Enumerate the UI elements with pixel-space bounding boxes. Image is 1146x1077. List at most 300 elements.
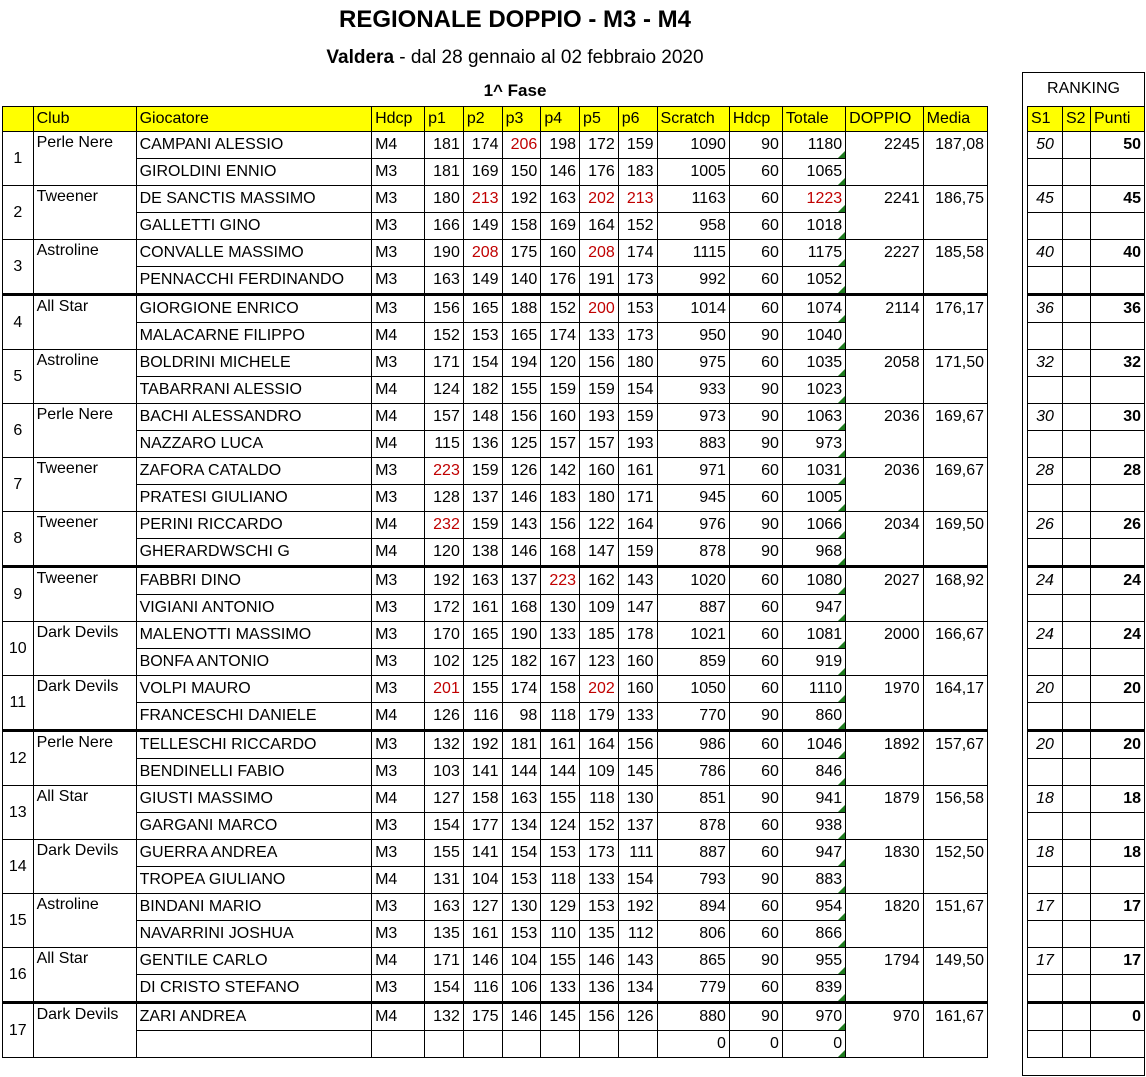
game-score-p5: 153 bbox=[580, 894, 619, 921]
game-score-p4: 163 bbox=[541, 186, 580, 213]
player-name: BINDANI MARIO bbox=[136, 894, 372, 921]
game-score-p6: 173 bbox=[618, 323, 657, 350]
handicap-total: 90 bbox=[729, 948, 782, 975]
grand-total: 941 bbox=[782, 786, 845, 813]
game-score-p2: 169 bbox=[463, 159, 502, 186]
game-score-p2: 137 bbox=[463, 485, 502, 512]
player-category: M3 bbox=[372, 458, 425, 485]
ranking-row bbox=[1028, 867, 1145, 894]
results-table bbox=[2, 106, 988, 1058]
header-hdcp: Hdcp bbox=[372, 107, 425, 132]
ranking-s2 bbox=[1063, 840, 1091, 867]
game-score-p1: 115 bbox=[425, 431, 464, 458]
handicap-total: 90 bbox=[729, 1003, 782, 1031]
game-score-p2: 149 bbox=[463, 213, 502, 240]
team-average: 166,67 bbox=[923, 622, 987, 676]
player-name: BACHI ALESSANDRO bbox=[136, 404, 372, 431]
player-name: TELLESCHI RICCARDO bbox=[136, 731, 372, 759]
ranking-s1: 32 bbox=[1028, 350, 1063, 377]
scratch-total: 950 bbox=[657, 323, 729, 350]
table-row bbox=[3, 132, 988, 159]
game-score-p6: 111 bbox=[618, 840, 657, 867]
ranking-s2 bbox=[1063, 132, 1091, 159]
doppio-total: 1794 bbox=[846, 948, 923, 1003]
ranking-empty bbox=[1028, 813, 1063, 840]
team-average: 157,67 bbox=[923, 731, 987, 786]
game-score-p5: 157 bbox=[580, 431, 619, 458]
handicap-total: 60 bbox=[729, 840, 782, 867]
ranking-s1: 28 bbox=[1028, 458, 1063, 485]
ranking-s2 bbox=[1063, 350, 1091, 377]
header-scratch: Scratch bbox=[657, 107, 729, 132]
game-score-p4: 158 bbox=[541, 676, 580, 703]
game-score-p4: 142 bbox=[541, 458, 580, 485]
table-row bbox=[3, 295, 988, 323]
team-average: 186,75 bbox=[923, 186, 987, 240]
game-score-p5: 162 bbox=[580, 567, 619, 595]
team-position: 10 bbox=[3, 622, 34, 676]
table-row bbox=[3, 759, 988, 786]
game-score-p3: 174 bbox=[502, 676, 541, 703]
player-name: GIORGIONE ENRICO bbox=[136, 295, 372, 323]
ranking-s1: 18 bbox=[1028, 840, 1063, 867]
ranking-row bbox=[1028, 759, 1145, 786]
game-score-p1: 201 bbox=[425, 676, 464, 703]
doppio-total: 2027 bbox=[846, 567, 923, 622]
player-category: M3 bbox=[372, 213, 425, 240]
ranking-row bbox=[1028, 431, 1145, 458]
table-row bbox=[3, 975, 988, 1003]
team-position: 6 bbox=[3, 404, 34, 458]
scratch-total: 945 bbox=[657, 485, 729, 512]
ranking-row bbox=[1028, 622, 1145, 649]
scratch-total: 865 bbox=[657, 948, 729, 975]
player-name: NAZZARO LUCA bbox=[136, 431, 372, 458]
team-club: Tweener bbox=[33, 567, 136, 622]
game-score-p6: 145 bbox=[618, 759, 657, 786]
ranking-empty bbox=[1028, 431, 1063, 458]
game-score-p1: 155 bbox=[425, 840, 464, 867]
scratch-total: 973 bbox=[657, 404, 729, 431]
game-score-p1: 163 bbox=[425, 894, 464, 921]
game-score-p6: 143 bbox=[618, 948, 657, 975]
doppio-total: 2245 bbox=[846, 132, 923, 186]
table-row bbox=[3, 894, 988, 921]
game-score-p3: 206 bbox=[502, 132, 541, 159]
ranking-s2 bbox=[1063, 894, 1091, 921]
team-position: 15 bbox=[3, 894, 34, 948]
table-row bbox=[3, 948, 988, 975]
grand-total: 1081 bbox=[782, 622, 845, 649]
player-category: M3 bbox=[372, 595, 425, 622]
game-score-p2: 149 bbox=[463, 267, 502, 295]
game-score-p1: 131 bbox=[425, 867, 464, 894]
ranking-empty bbox=[1028, 213, 1063, 240]
scratch-total: 878 bbox=[657, 539, 729, 567]
ranking-row bbox=[1028, 267, 1145, 295]
game-score-p1: 120 bbox=[425, 539, 464, 567]
game-score-p3: 190 bbox=[502, 622, 541, 649]
game-score-p5: 191 bbox=[580, 267, 619, 295]
ranking-empty bbox=[1028, 595, 1063, 622]
ranking-s1: 26 bbox=[1028, 512, 1063, 539]
handicap-total: 60 bbox=[729, 622, 782, 649]
game-score-p6: 130 bbox=[618, 786, 657, 813]
ranking-s2 bbox=[1063, 786, 1091, 813]
ranking-empty bbox=[1028, 159, 1063, 186]
ranking-points: 0 bbox=[1091, 1003, 1145, 1031]
ranking-s1: 30 bbox=[1028, 404, 1063, 431]
grand-total: 0 bbox=[782, 1031, 845, 1058]
ranking-row bbox=[1028, 1031, 1145, 1058]
game-score-p3: 125 bbox=[502, 431, 541, 458]
game-score-p1: 171 bbox=[425, 948, 464, 975]
player-category bbox=[372, 1031, 425, 1058]
game-score-p1: 170 bbox=[425, 622, 464, 649]
player-category: M3 bbox=[372, 350, 425, 377]
game-score-p1: 180 bbox=[425, 186, 464, 213]
game-score-p4: 145 bbox=[541, 1003, 580, 1031]
game-score-p5: 133 bbox=[580, 867, 619, 894]
grand-total: 1040 bbox=[782, 323, 845, 350]
subtitle-location: Valdera bbox=[326, 47, 395, 68]
ranking-s1: 20 bbox=[1028, 676, 1063, 703]
game-score-p6: 171 bbox=[618, 485, 657, 512]
doppio-total: 2036 bbox=[846, 404, 923, 458]
game-score-p6: 192 bbox=[618, 894, 657, 921]
game-score-p4: 144 bbox=[541, 759, 580, 786]
grand-total: 955 bbox=[782, 948, 845, 975]
game-score-p2: 161 bbox=[463, 921, 502, 948]
scratch-total: 1090 bbox=[657, 132, 729, 159]
game-score-p3: 104 bbox=[502, 948, 541, 975]
doppio-total: 2034 bbox=[846, 512, 923, 567]
game-score-p3: 150 bbox=[502, 159, 541, 186]
team-average: 169,67 bbox=[923, 458, 987, 512]
ranking-s1: 45 bbox=[1028, 186, 1063, 213]
game-score-p5: 193 bbox=[580, 404, 619, 431]
grand-total: 839 bbox=[782, 975, 845, 1003]
ranking-points: 26 bbox=[1091, 512, 1145, 539]
game-score-p2: 177 bbox=[463, 813, 502, 840]
game-score-p1: 154 bbox=[425, 975, 464, 1003]
grand-total: 860 bbox=[782, 703, 845, 731]
player-category: M3 bbox=[372, 622, 425, 649]
ranking-points: 32 bbox=[1091, 350, 1145, 377]
ranking-row bbox=[1028, 894, 1145, 921]
game-score-p4: 146 bbox=[541, 159, 580, 186]
ranking-table bbox=[1027, 106, 1145, 1058]
game-score-p2: 116 bbox=[463, 975, 502, 1003]
game-score-p4: 168 bbox=[541, 539, 580, 567]
player-category: M3 bbox=[372, 921, 425, 948]
ranking-empty bbox=[1091, 539, 1145, 567]
game-score-p3: 168 bbox=[502, 595, 541, 622]
team-average: 171,50 bbox=[923, 350, 987, 404]
scratch-total: 793 bbox=[657, 867, 729, 894]
ranking-s2 bbox=[1063, 567, 1091, 595]
player-name: VOLPI MAURO bbox=[136, 676, 372, 703]
grand-total: 1063 bbox=[782, 404, 845, 431]
scratch-total: 0 bbox=[657, 1031, 729, 1058]
player-name: GALLETTI GINO bbox=[136, 213, 372, 240]
team-position: 13 bbox=[3, 786, 34, 840]
scratch-total: 806 bbox=[657, 921, 729, 948]
ranking-empty bbox=[1063, 813, 1091, 840]
handicap-total: 90 bbox=[729, 377, 782, 404]
game-score-p4: 118 bbox=[541, 703, 580, 731]
ranking-row bbox=[1028, 676, 1145, 703]
ranking-empty bbox=[1091, 867, 1145, 894]
ranking-empty bbox=[1091, 323, 1145, 350]
team-position: 9 bbox=[3, 567, 34, 622]
game-score-p2: 127 bbox=[463, 894, 502, 921]
ranking-empty bbox=[1063, 1031, 1091, 1058]
ranking-empty bbox=[1028, 267, 1063, 295]
game-score-p3 bbox=[502, 1031, 541, 1058]
grand-total: 1018 bbox=[782, 213, 845, 240]
game-score-p6: 159 bbox=[618, 539, 657, 567]
ranking-empty bbox=[1091, 649, 1145, 676]
table-row bbox=[3, 649, 988, 676]
ranking-empty bbox=[1028, 975, 1063, 1003]
player-category: M4 bbox=[372, 512, 425, 539]
player-category: M3 bbox=[372, 295, 425, 323]
game-score-p6: 134 bbox=[618, 975, 657, 1003]
game-score-p5: 159 bbox=[580, 377, 619, 404]
ranking-row bbox=[1028, 539, 1145, 567]
game-score-p2 bbox=[463, 1031, 502, 1058]
player-name: FABBRI DINO bbox=[136, 567, 372, 595]
scratch-total: 1020 bbox=[657, 567, 729, 595]
player-name: CAMPANI ALESSIO bbox=[136, 132, 372, 159]
player-category: M4 bbox=[372, 948, 425, 975]
scratch-total: 779 bbox=[657, 975, 729, 1003]
handicap-total: 60 bbox=[729, 458, 782, 485]
player-category: M4 bbox=[372, 431, 425, 458]
game-score-p2: 125 bbox=[463, 649, 502, 676]
grand-total: 883 bbox=[782, 867, 845, 894]
scratch-total: 971 bbox=[657, 458, 729, 485]
game-score-p3: 153 bbox=[502, 867, 541, 894]
player-category: M3 bbox=[372, 813, 425, 840]
game-score-p1: 132 bbox=[425, 731, 464, 759]
player-category: M4 bbox=[372, 377, 425, 404]
scratch-total: 986 bbox=[657, 731, 729, 759]
game-score-p4: 160 bbox=[541, 240, 580, 267]
ranking-header-s1: S1 bbox=[1028, 107, 1063, 132]
game-score-p4: 133 bbox=[541, 622, 580, 649]
game-score-p5: 156 bbox=[580, 1003, 619, 1031]
game-score-p4 bbox=[541, 1031, 580, 1058]
game-score-p6: 159 bbox=[618, 404, 657, 431]
table-row bbox=[3, 703, 988, 731]
grand-total: 1046 bbox=[782, 731, 845, 759]
game-score-p6: 133 bbox=[618, 703, 657, 731]
game-score-p6: 213 bbox=[618, 186, 657, 213]
game-score-p2: 104 bbox=[463, 867, 502, 894]
ranking-points: 20 bbox=[1091, 676, 1145, 703]
handicap-total: 60 bbox=[729, 567, 782, 595]
doppio-total: 1892 bbox=[846, 731, 923, 786]
team-position: 1 bbox=[3, 132, 34, 186]
game-score-p6: 147 bbox=[618, 595, 657, 622]
player-name: GIUSTI MASSIMO bbox=[136, 786, 372, 813]
ranking-s1: 24 bbox=[1028, 567, 1063, 595]
team-position: 7 bbox=[3, 458, 34, 512]
scratch-total: 770 bbox=[657, 703, 729, 731]
ranking-s1: 40 bbox=[1028, 240, 1063, 267]
table-row bbox=[3, 731, 988, 759]
game-score-p1: 190 bbox=[425, 240, 464, 267]
ranking-empty bbox=[1063, 703, 1091, 731]
phase-label: 1^ Fase bbox=[483, 81, 547, 100]
game-score-p6 bbox=[618, 1031, 657, 1058]
game-score-p1: 126 bbox=[425, 703, 464, 731]
header-totale: Totale bbox=[782, 107, 845, 132]
game-score-p2: 155 bbox=[463, 676, 502, 703]
ranking-title: RANKING bbox=[1047, 80, 1120, 97]
game-score-p1: 192 bbox=[425, 567, 464, 595]
ranking-row bbox=[1028, 132, 1145, 159]
grand-total: 1065 bbox=[782, 159, 845, 186]
player-category: M3 bbox=[372, 649, 425, 676]
header-p1: p1 bbox=[425, 107, 464, 132]
ranking-empty bbox=[1063, 975, 1091, 1003]
player-category: M3 bbox=[372, 894, 425, 921]
handicap-total: 60 bbox=[729, 813, 782, 840]
game-score-p4: 155 bbox=[541, 948, 580, 975]
game-score-p1: 181 bbox=[425, 132, 464, 159]
table-row bbox=[3, 921, 988, 948]
game-score-p2: 165 bbox=[463, 295, 502, 323]
game-score-p6: 160 bbox=[618, 676, 657, 703]
ranking-row bbox=[1028, 649, 1145, 676]
handicap-total: 60 bbox=[729, 975, 782, 1003]
header-media: Media bbox=[923, 107, 987, 132]
team-position: 17 bbox=[3, 1003, 34, 1058]
player-category: M3 bbox=[372, 240, 425, 267]
game-score-p1: 152 bbox=[425, 323, 464, 350]
ranking-row bbox=[1028, 485, 1145, 512]
game-score-p3: 126 bbox=[502, 458, 541, 485]
team-club: Astroline bbox=[33, 350, 136, 404]
scratch-total: 894 bbox=[657, 894, 729, 921]
handicap-total: 0 bbox=[729, 1031, 782, 1058]
table-row bbox=[3, 323, 988, 350]
game-score-p3: 144 bbox=[502, 759, 541, 786]
ranking-s2 bbox=[1063, 512, 1091, 539]
game-score-p1: 223 bbox=[425, 458, 464, 485]
game-score-p3: 181 bbox=[502, 731, 541, 759]
ranking-row bbox=[1028, 975, 1145, 1003]
ranking-empty bbox=[1028, 759, 1063, 786]
ranking-s1: 17 bbox=[1028, 948, 1063, 975]
grand-total: 968 bbox=[782, 539, 845, 567]
ranking-row bbox=[1028, 921, 1145, 948]
team-average: 161,67 bbox=[923, 1003, 987, 1058]
handicap-total: 90 bbox=[729, 512, 782, 539]
ranking-empty bbox=[1028, 703, 1063, 731]
ranking-points: 18 bbox=[1091, 786, 1145, 813]
game-score-p5: 122 bbox=[580, 512, 619, 539]
grand-total: 954 bbox=[782, 894, 845, 921]
game-score-p5: 136 bbox=[580, 975, 619, 1003]
table-row bbox=[3, 567, 988, 595]
ranking-empty bbox=[1028, 1031, 1063, 1058]
player-name: BENDINELLI FABIO bbox=[136, 759, 372, 786]
player-category: M3 bbox=[372, 186, 425, 213]
team-average: 187,08 bbox=[923, 132, 987, 186]
game-score-p1: 135 bbox=[425, 921, 464, 948]
game-score-p5: 133 bbox=[580, 323, 619, 350]
game-score-p1: 103 bbox=[425, 759, 464, 786]
game-score-p2: 141 bbox=[463, 759, 502, 786]
ranking-empty bbox=[1063, 213, 1091, 240]
table-row bbox=[3, 377, 988, 404]
grand-total: 1031 bbox=[782, 458, 845, 485]
player-category: M4 bbox=[372, 132, 425, 159]
game-score-p5: 179 bbox=[580, 703, 619, 731]
game-score-p6: 143 bbox=[618, 567, 657, 595]
ranking-s2 bbox=[1063, 731, 1091, 759]
grand-total: 947 bbox=[782, 595, 845, 622]
scratch-total: 933 bbox=[657, 377, 729, 404]
ranking-empty bbox=[1063, 431, 1091, 458]
game-score-p1: 181 bbox=[425, 159, 464, 186]
table-row bbox=[3, 1003, 988, 1031]
game-score-p3: 137 bbox=[502, 567, 541, 595]
game-score-p3: 153 bbox=[502, 921, 541, 948]
team-average: 151,67 bbox=[923, 894, 987, 948]
team-average: 168,92 bbox=[923, 567, 987, 622]
ranking-empty bbox=[1091, 921, 1145, 948]
ranking-empty bbox=[1028, 921, 1063, 948]
game-score-p2: 159 bbox=[463, 458, 502, 485]
game-score-p5: 164 bbox=[580, 731, 619, 759]
game-score-p1: 127 bbox=[425, 786, 464, 813]
team-average: 164,17 bbox=[923, 676, 987, 731]
ranking-empty bbox=[1063, 377, 1091, 404]
ranking-s2 bbox=[1063, 240, 1091, 267]
grand-total: 846 bbox=[782, 759, 845, 786]
ranking-empty bbox=[1063, 649, 1091, 676]
ranking-empty bbox=[1091, 813, 1145, 840]
game-score-p4: 120 bbox=[541, 350, 580, 377]
game-score-p3: 158 bbox=[502, 213, 541, 240]
ranking-s1: 24 bbox=[1028, 622, 1063, 649]
ranking-empty bbox=[1091, 975, 1145, 1003]
ranking-header-punti: Punti bbox=[1091, 107, 1145, 132]
player-name: DE SANCTIS MASSIMO bbox=[136, 186, 372, 213]
handicap-total: 60 bbox=[729, 295, 782, 323]
player-name: MALENOTTI MASSIMO bbox=[136, 622, 372, 649]
player-name: GHERARDWSCHI G bbox=[136, 539, 372, 567]
ranking-empty bbox=[1028, 377, 1063, 404]
game-score-p1: 156 bbox=[425, 295, 464, 323]
ranking-row bbox=[1028, 350, 1145, 377]
table-row bbox=[3, 350, 988, 377]
game-score-p1: 154 bbox=[425, 813, 464, 840]
game-score-p1: 124 bbox=[425, 377, 464, 404]
scratch-total: 851 bbox=[657, 786, 729, 813]
game-score-p3: 143 bbox=[502, 512, 541, 539]
team-average: 169,50 bbox=[923, 512, 987, 567]
player-name: NAVARRINI JOSHUA bbox=[136, 921, 372, 948]
game-score-p3: 182 bbox=[502, 649, 541, 676]
table-row bbox=[3, 159, 988, 186]
team-position: 5 bbox=[3, 350, 34, 404]
